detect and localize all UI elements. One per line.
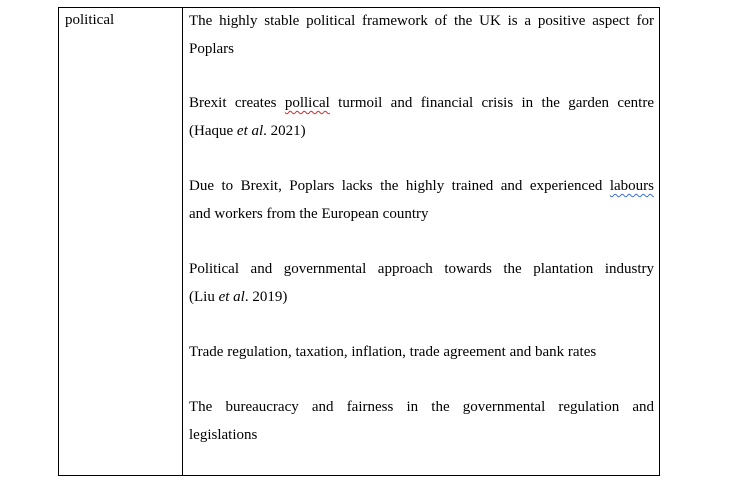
paragraph-brexit-turmoil	[189, 90, 654, 145]
text-run: . 2021)	[263, 122, 306, 139]
citation-liu	[189, 284, 654, 312]
text-run: (Haque	[189, 122, 237, 139]
paragraph-line: legislations	[189, 426, 258, 443]
factor-label: political	[65, 12, 115, 28]
column-divider	[182, 8, 183, 475]
spelling-error-word[interactable]: pollical	[284, 95, 330, 111]
paragraph-line: and workers from the European country	[189, 205, 429, 222]
text-run: Brexit creates	[189, 95, 285, 111]
citation-et-al: et al	[236, 122, 264, 139]
paragraph-plantation-industry	[189, 256, 654, 311]
paragraph-line	[189, 173, 654, 201]
paragraph-line: Trade regulation, taxation, inflation, trade agreement and bank rates	[189, 344, 597, 360]
paragraph-line	[189, 90, 654, 118]
text-run: (Liu	[189, 288, 219, 305]
text-run: . 2019)	[244, 288, 288, 305]
text-run: Due to Brexit, Poplars lacks the highly trained and experienced	[189, 178, 610, 194]
paragraph-stable-framework	[189, 8, 654, 63]
paragraph-line: The bureaucracy and fairness in the governmental regulation and	[189, 399, 654, 415]
pestle-table	[58, 7, 660, 476]
paragraph-trade-regulation	[189, 339, 654, 367]
paragraph-line: Political and governmental approach towards the plantation industry	[189, 261, 654, 277]
citation-haque	[189, 118, 654, 146]
paragraph-line: The highly stable political framework of the UK is a positive aspect for	[189, 13, 654, 29]
grammar-flag-word[interactable]: labours	[609, 178, 654, 194]
citation-et-al: et al	[218, 288, 245, 305]
paragraph-labour-shortage	[189, 173, 654, 228]
text-run: turmoil and financial crisis in the garden centre	[329, 95, 654, 111]
paragraph-line: Poplars	[189, 40, 234, 57]
paragraph-bureaucracy	[189, 394, 654, 449]
